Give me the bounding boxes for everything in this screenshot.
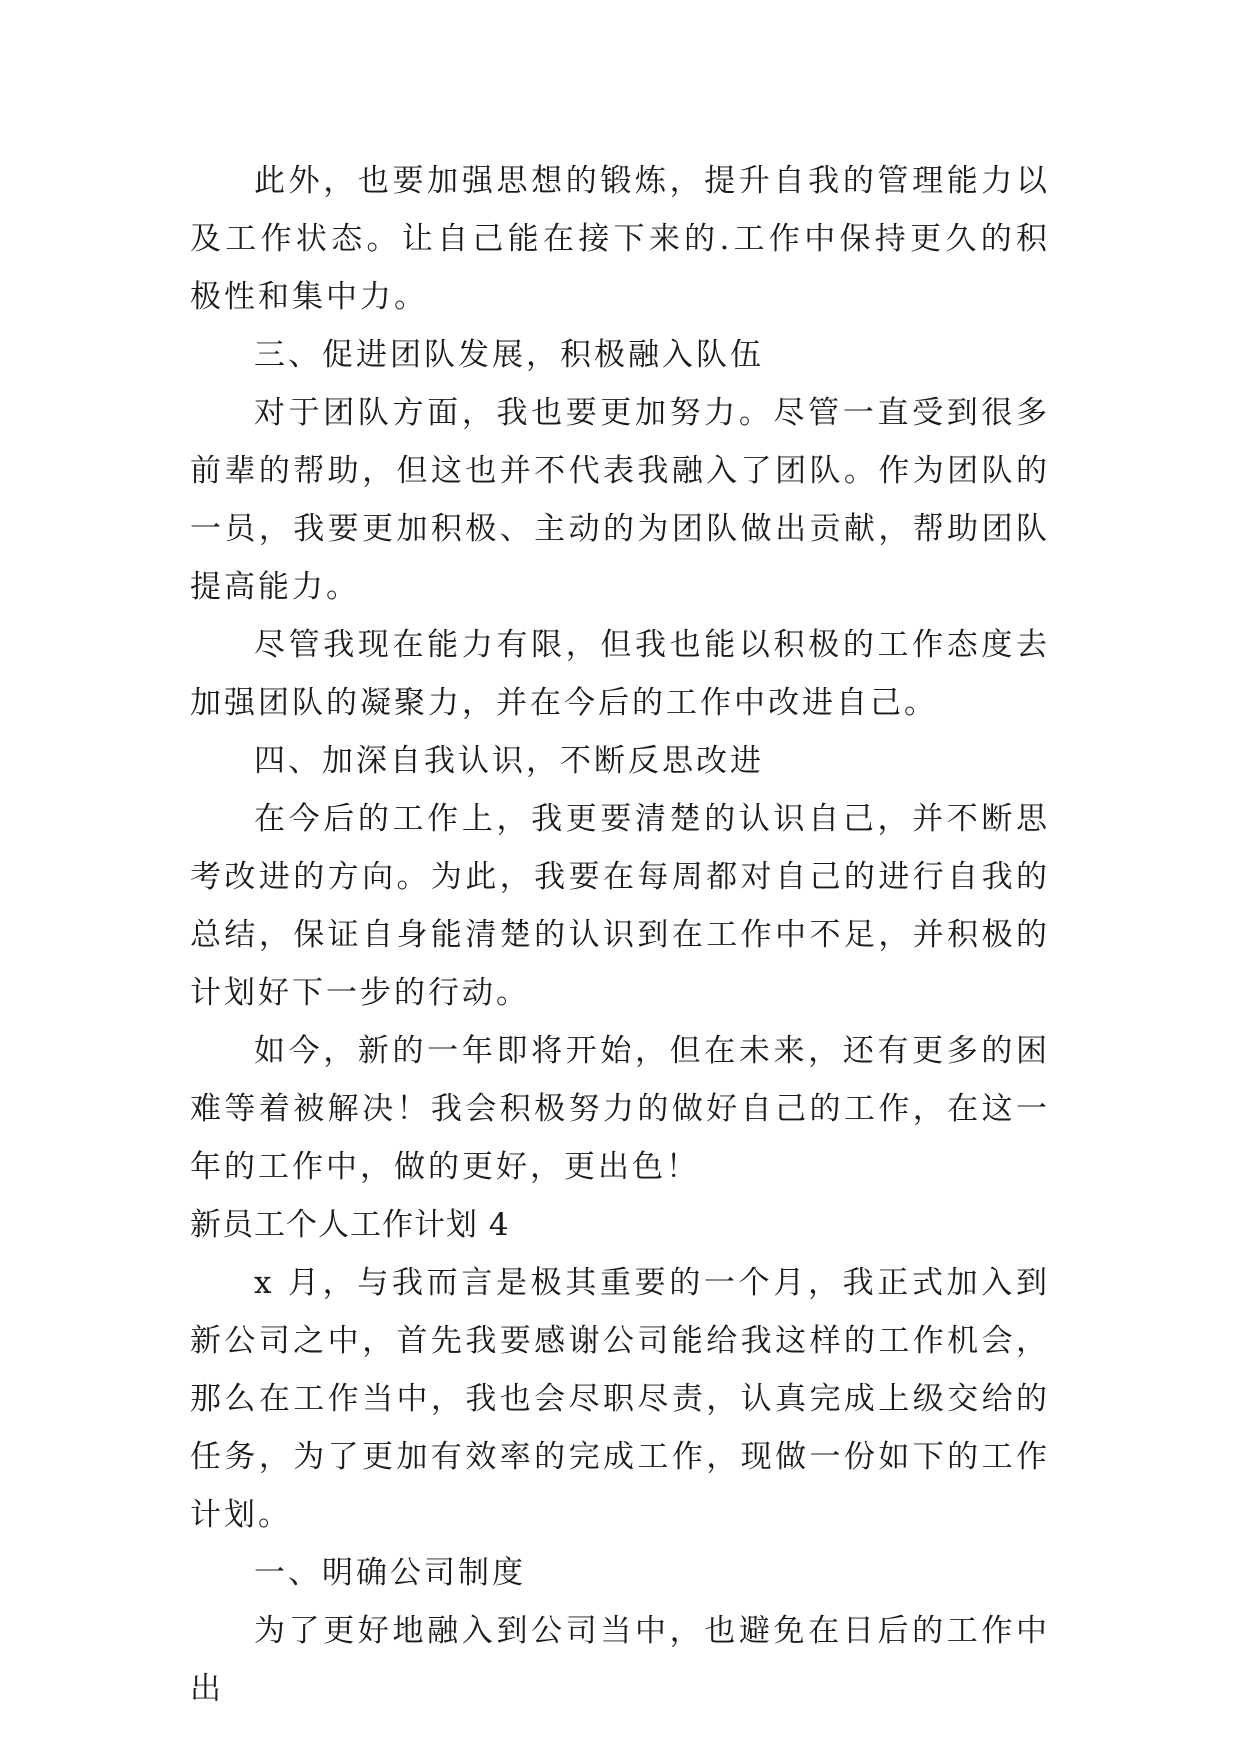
section-heading: 四、加深自我认识，不断反思改进 [254,743,764,779]
paragraph: 对于团队方面，我也要更加努力。尽管一直受到很多前辈的帮助，但这也并不代表我融入了团队。作为团队的一员，我要更加积极、主动的为团队做出贡献，帮助团队提高能力。 [190,395,1050,605]
section-heading: 一、明确公司制度 [254,1555,526,1591]
section-heading: 三、促进团队发展，积极融入队伍 [254,337,764,373]
paragraph: 为了更好地融入到公司当中，也避免在日后的工作中出 [190,1613,1050,1707]
paragraph: 尽管我现在能力有限，但我也能以积极的工作态度去加强团队的凝聚力，并在今后的工作中改进自己。 [190,627,1050,721]
document-title: 新员工个人工作计划 4 [190,1207,510,1243]
paragraph: 在今后的工作上，我更要清楚的认识自己，并不断思考改进的方向。为此，我要在每周都对自己的进行自我的总结，保证自身能清楚的认识到在工作中不足，并积极的计划好下一步的行动。 [190,801,1050,1011]
paragraph: 此外，也要加强思想的锻炼，提升自我的管理能力以及工作状态。让自己能在接下来的.工作中保持更久的积极性和集中力。 [190,163,1050,315]
paragraph: x 月，与我而言是极其重要的一个月，我正式加入到新公司之中，首先我要感谢公司能给我这样的工作机会，那么在工作当中，我也会尽职尽责，认真完成上级交给的任务，为了更加有效率的完成工作，现做一份如下的工作计划。 [190,1265,1050,1533]
paragraph: 如今，新的一年即将开始，但在未来，还有更多的困难等着被解决！我会积极努力的做好自己的工作，在这一年的工作中，做的更好，更出色！ [190,1033,1050,1185]
document-body [190,152,1050,1718]
